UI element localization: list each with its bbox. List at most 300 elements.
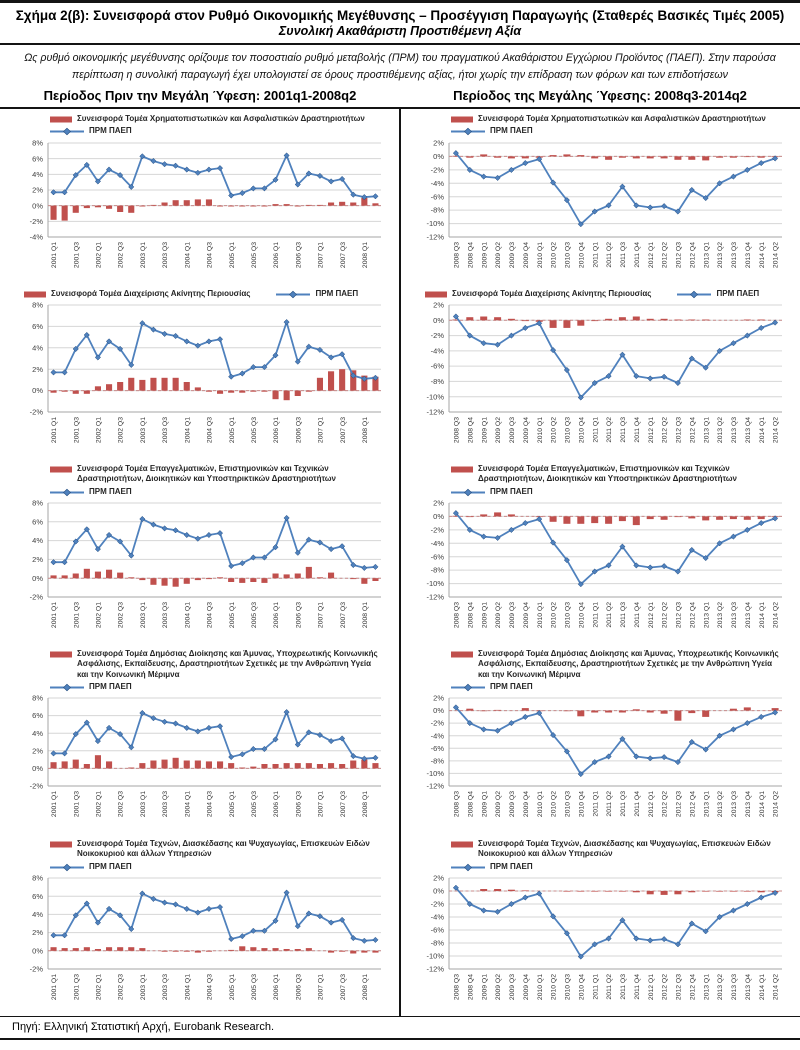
svg-text:2010 Q3: 2010 Q3 [564,417,572,444]
svg-text:2005 Q1: 2005 Q1 [228,791,236,818]
svg-text:2006 Q3: 2006 Q3 [295,241,303,268]
svg-text:-12%: -12% [426,407,444,417]
bar-swatch-icon [50,465,72,474]
svg-text:2007 Q1: 2007 Q1 [317,417,325,444]
svg-text:2012 Q1: 2012 Q1 [647,602,655,629]
legend-label: ΠΡΜ ΠΑΕΠ [490,861,533,871]
legend-bar-series [50,839,397,860]
bar-swatch-icon [451,465,473,474]
svg-text:2007 Q3: 2007 Q3 [339,791,347,818]
svg-text:2008 Q1: 2008 Q1 [361,417,369,444]
svg-text:2003 Q3: 2003 Q3 [162,974,170,1001]
chart-financial-crisis [401,109,800,284]
svg-text:2013 Q4: 2013 Q4 [744,974,752,1001]
svg-text:2005 Q1: 2005 Q1 [228,241,236,268]
svg-text:8%: 8% [32,498,43,508]
figure-note: Ως ρυθμό οικονομικής μεγέθυνσης ορίζουμε τον ποσοστιαίο ρυθμό μεταβολής (ΠΡΜ) του πραγματικού Ακαθάριστου Εγχώριου Προϊόντος (ΠΑΕΠ). Στην παρούσα περίπτωση η συνολική παραγωγή έχει υπολογιστεί σε όρους προστιθέμενης αξίας, ήτοι χωρίς την επίδραση των φόρων και των επιδοτήσεων [24,52,776,81]
svg-text:2007 Q3: 2007 Q3 [339,602,347,629]
svg-text:2001 Q1: 2001 Q1 [51,602,59,629]
svg-text:2007 Q3: 2007 Q3 [339,974,347,1001]
svg-text:-4%: -4% [29,232,43,242]
svg-text:2012 Q2: 2012 Q2 [661,417,669,444]
bar-series [452,154,778,160]
svg-text:2013 Q1: 2013 Q1 [703,974,711,1001]
svg-text:2011 Q2: 2011 Q2 [606,791,614,818]
line-swatch-icon [451,683,485,692]
svg-text:-6%: -6% [430,362,444,372]
period-headers [0,87,800,107]
legend-label: ΠΡΜ ΠΑΕΠ [490,486,533,496]
svg-text:2007 Q1: 2007 Q1 [317,974,325,1001]
svg-text:2006 Q1: 2006 Q1 [273,417,281,444]
svg-text:2009 Q4: 2009 Q4 [522,791,530,818]
svg-text:2001 Q3: 2001 Q3 [73,602,81,629]
charts-grid [0,109,800,1016]
svg-text:2013 Q2: 2013 Q2 [717,974,725,1001]
svg-text:2010 Q4: 2010 Q4 [578,602,586,629]
svg-text:2005 Q3: 2005 Q3 [250,417,258,444]
svg-text:2010 Q2: 2010 Q2 [550,974,558,1001]
svg-text:2%: 2% [433,873,444,883]
legend-bar-series [24,289,250,299]
svg-text:2001 Q3: 2001 Q3 [73,974,81,1001]
svg-text:2009 Q3: 2009 Q3 [509,602,516,629]
svg-text:2003 Q3: 2003 Q3 [162,791,170,818]
svg-text:2008 Q4: 2008 Q4 [467,602,475,629]
legend-label: ΠΡΜ ΠΑΕΠ [315,288,359,298]
svg-text:2%: 2% [433,694,444,704]
svg-text:2003 Q1: 2003 Q1 [139,791,147,818]
svg-text:2007 Q1: 2007 Q1 [317,791,325,818]
svg-text:2002 Q3: 2002 Q3 [117,417,125,444]
svg-text:2005 Q1: 2005 Q1 [228,417,236,444]
svg-text:2009 Q1: 2009 Q1 [481,974,489,1001]
svg-text:-10%: -10% [426,392,444,402]
x-axis-labels [51,417,369,443]
legend-line-series [50,487,397,497]
svg-text:2011 Q2: 2011 Q2 [606,241,614,268]
legend-label: Συνεισφορά Τομέα Τεχνών, Διασκέδασης και Ψυχαγωγίας, Επισκευών Ειδών Νοικοκυριού και άλλων Υπηρεσιών [478,838,771,859]
bar-series [51,369,379,400]
legend-label: Συνεισφορά Τομέα Επαγγελματικών, Επιστημονικών και Τεχνικών Δραστηριοτήτων, Διοικητικών και Υποστηρικτικών Δραστηριοτήτων [77,463,337,484]
svg-text:2009 Q4: 2009 Q4 [522,974,530,1001]
svg-text:2002 Q3: 2002 Q3 [117,241,125,268]
svg-text:2012 Q3: 2012 Q3 [675,602,683,629]
svg-text:2010 Q3: 2010 Q3 [564,602,572,629]
svg-text:0%: 0% [32,200,43,210]
svg-text:2009 Q2: 2009 Q2 [495,791,503,818]
svg-text:6%: 6% [32,891,43,901]
svg-text:2009 Q3: 2009 Q3 [509,974,516,1001]
bar-series [51,197,379,220]
svg-text:2011 Q1: 2011 Q1 [592,602,600,628]
svg-text:2006 Q3: 2006 Q3 [295,791,303,818]
svg-text:2006 Q3: 2006 Q3 [295,417,303,444]
chart-canvas [2,692,397,828]
svg-text:2009 Q1: 2009 Q1 [481,417,489,444]
svg-text:2007 Q1: 2007 Q1 [317,241,325,268]
svg-text:2012 Q2: 2012 Q2 [661,791,669,818]
svg-text:2009 Q2: 2009 Q2 [495,241,503,268]
line-series [453,510,778,587]
svg-text:-2%: -2% [29,592,43,602]
svg-text:2014 Q1: 2014 Q1 [758,791,766,818]
svg-text:2013 Q2: 2013 Q2 [717,791,725,818]
legend-label: Συνεισφορά Τομέα Επαγγελματικών, Επιστημονικών και Τεχνικών Δραστηριοτήτων, Διοικητικών και Υποστηρικτικών Δραστηριοτήτων [478,463,738,484]
svg-text:2007 Q3: 2007 Q3 [339,241,347,268]
svg-text:-4%: -4% [430,538,444,548]
svg-text:8%: 8% [32,873,43,883]
svg-text:2009 Q3: 2009 Q3 [509,241,516,268]
legend-line-series [50,682,397,692]
svg-text:2013 Q1: 2013 Q1 [703,241,711,268]
svg-text:2009 Q4: 2009 Q4 [522,602,530,629]
legend-line-series [677,289,759,299]
line-series [453,150,778,227]
svg-text:2009 Q3: 2009 Q3 [509,791,516,818]
svg-text:2009 Q4: 2009 Q4 [522,417,530,444]
bar-swatch-icon [50,840,72,849]
figure-subtitle: Συνολική Ακαθάριστη Προστιθέμενη Αξία [278,24,522,38]
svg-text:2012 Q1: 2012 Q1 [647,241,655,268]
svg-text:-6%: -6% [430,552,444,562]
svg-text:2012 Q1: 2012 Q1 [647,791,655,818]
svg-text:2001 Q3: 2001 Q3 [73,791,81,818]
svg-text:2008 Q3: 2008 Q3 [453,602,461,629]
svg-text:2003 Q1: 2003 Q1 [139,602,147,629]
bar-swatch-icon [50,115,72,124]
svg-text:2011 Q4: 2011 Q4 [633,974,641,1000]
bar-swatch-icon [451,650,473,659]
svg-text:2010 Q4: 2010 Q4 [578,974,586,1001]
svg-text:-8%: -8% [430,938,444,948]
line-swatch-icon [451,863,485,872]
legend-bar-series [451,839,798,860]
x-axis-labels [454,417,780,443]
svg-text:2001 Q3: 2001 Q3 [73,241,81,268]
legend-bar-series [451,464,798,485]
pre-crisis-column [0,109,399,1016]
svg-text:2004 Q3: 2004 Q3 [206,241,214,268]
svg-text:2004 Q3: 2004 Q3 [206,417,214,444]
legend-label: ΠΡΜ ΠΑΕΠ [89,682,132,692]
svg-text:2010 Q1: 2010 Q1 [536,974,544,1001]
svg-text:2010 Q1: 2010 Q1 [536,417,544,444]
svg-text:2006 Q1: 2006 Q1 [273,241,281,268]
svg-text:2012 Q3: 2012 Q3 [675,417,683,444]
legend-line-series [451,682,798,692]
legend-line-series [50,862,397,872]
x-axis-labels [51,974,369,1000]
svg-text:2010 Q2: 2010 Q2 [550,417,558,444]
svg-text:-8%: -8% [430,756,444,766]
svg-text:-2%: -2% [430,719,444,729]
chart-realestate-pre [0,284,399,459]
x-axis-labels [454,241,780,267]
svg-text:2003 Q1: 2003 Q1 [139,417,147,444]
svg-text:2008 Q1: 2008 Q1 [361,974,369,1001]
svg-text:2013 Q4: 2013 Q4 [744,241,752,268]
line-series [51,152,378,199]
chart-legend [50,649,397,693]
svg-text:2008 Q1: 2008 Q1 [361,241,369,268]
line-series [51,710,378,762]
svg-text:2013 Q2: 2013 Q2 [717,417,725,444]
svg-text:2002 Q1: 2002 Q1 [95,417,103,444]
x-axis-labels [51,791,369,817]
legend-bar-series [425,289,651,299]
svg-text:2010 Q2: 2010 Q2 [550,602,558,629]
period-header-left: Περίοδος Πριν την Μεγάλη Ύφεση: 2001q1-2008q2 [43,87,357,103]
legend-label: Συνεισφορά Τομέα Διαχείρισης Ακίνητης Περιουσίας [452,288,652,298]
line-swatch-icon [50,683,84,692]
svg-text:0%: 0% [32,386,43,396]
line-swatch-icon [451,127,485,136]
legend-label: Συνεισφορά Τομέα Δημόσιας Διοίκησης και Άμυνας, Υποχρεωτικής Κοινωνικής Ασφάλισης, Εκπαίδευσης, Δραστηριοτήτων Σχετικές με την Ανθρώπινη Υγεία και την Κοινωνική Μέριμνα [478,648,779,679]
svg-text:2%: 2% [32,185,43,195]
line-swatch-icon [451,488,485,497]
svg-text:2%: 2% [32,555,43,565]
svg-text:2008 Q4: 2008 Q4 [467,791,475,818]
svg-text:2008 Q4: 2008 Q4 [467,417,475,444]
svg-text:2012 Q2: 2012 Q2 [661,602,669,629]
svg-text:2002 Q1: 2002 Q1 [95,791,103,818]
legend-bar-series [50,649,397,680]
svg-text:2013 Q3: 2013 Q3 [731,241,738,268]
svg-text:2004 Q1: 2004 Q1 [184,241,192,268]
svg-text:2012 Q4: 2012 Q4 [689,974,697,1001]
line-swatch-icon [677,290,711,299]
svg-text:2007 Q1: 2007 Q1 [317,602,325,629]
chart-legend [425,289,798,299]
svg-text:2012 Q4: 2012 Q4 [689,602,697,629]
line-swatch-icon [276,290,310,299]
svg-text:2009 Q1: 2009 Q1 [481,241,489,268]
svg-text:2005 Q1: 2005 Q1 [228,974,236,1001]
svg-text:2003 Q3: 2003 Q3 [162,602,170,629]
svg-text:2014 Q1: 2014 Q1 [758,974,766,1001]
svg-text:-2%: -2% [430,331,444,341]
svg-text:2004 Q3: 2004 Q3 [206,602,214,629]
svg-text:2006 Q1: 2006 Q1 [273,974,281,1001]
legend-label: ΠΡΜ ΠΑΕΠ [89,126,132,136]
svg-text:-2%: -2% [430,165,444,175]
bar-series [480,889,778,895]
svg-text:2%: 2% [32,928,43,938]
bar-series [51,567,379,587]
svg-text:-6%: -6% [430,925,444,935]
svg-text:2010 Q1: 2010 Q1 [536,241,544,268]
svg-text:-6%: -6% [430,191,444,201]
svg-text:2014 Q1: 2014 Q1 [758,241,766,268]
bar-swatch-icon [451,840,473,849]
line-swatch-icon [50,127,84,136]
svg-text:2013 Q1: 2013 Q1 [703,602,711,629]
svg-text:2002 Q1: 2002 Q1 [95,974,103,1001]
svg-text:0%: 0% [32,764,43,774]
svg-text:-8%: -8% [430,205,444,215]
chart-financial-pre [0,109,399,284]
svg-text:-10%: -10% [426,579,444,589]
line-series [453,705,778,777]
svg-text:2009 Q2: 2009 Q2 [495,417,503,444]
chart-canvas [403,692,798,828]
svg-text:2004 Q1: 2004 Q1 [184,791,192,818]
svg-text:2003 Q3: 2003 Q3 [162,417,170,444]
svg-text:2004 Q3: 2004 Q3 [206,974,214,1001]
svg-text:2%: 2% [433,138,444,148]
svg-text:2013 Q3: 2013 Q3 [731,602,738,629]
chart-legend [451,114,798,137]
svg-text:-10%: -10% [426,951,444,961]
svg-text:6%: 6% [32,517,43,527]
svg-text:2004 Q1: 2004 Q1 [184,602,192,629]
legend-label: ΠΡΜ ΠΑΕΠ [89,486,132,496]
chart-legend [50,464,397,497]
bar-series [466,708,778,721]
svg-text:2012 Q2: 2012 Q2 [661,241,669,268]
line-swatch-icon [50,863,84,872]
svg-text:0%: 0% [32,946,43,956]
svg-text:-8%: -8% [430,565,444,575]
chart-legend [50,114,397,137]
legend-label: Συνεισφορά Τομέα Τεχνών, Διασκέδασης και Ψυχαγωγίας, Επισκευών Ειδών Νοικοκυριού και άλλων Υπηρεσιών [77,838,370,859]
svg-text:2013 Q3: 2013 Q3 [731,417,738,444]
svg-text:4%: 4% [32,729,43,739]
svg-text:2014 Q1: 2014 Q1 [758,417,766,444]
svg-text:2006 Q3: 2006 Q3 [295,602,303,629]
svg-text:2005 Q3: 2005 Q3 [250,602,258,629]
svg-text:2006 Q1: 2006 Q1 [273,791,281,818]
svg-text:-4%: -4% [430,731,444,741]
chart-canvas [2,497,397,639]
svg-text:2005 Q3: 2005 Q3 [250,241,258,268]
svg-text:2009 Q3: 2009 Q3 [509,417,516,444]
svg-text:2%: 2% [32,746,43,756]
svg-text:0%: 0% [433,886,444,896]
svg-text:8%: 8% [32,138,43,148]
svg-text:0%: 0% [433,151,444,161]
chart-realestate-crisis [401,284,800,459]
svg-text:0%: 0% [433,512,444,522]
bar-swatch-icon [451,115,473,124]
svg-text:2012 Q3: 2012 Q3 [675,791,683,818]
svg-text:2009 Q1: 2009 Q1 [481,791,489,818]
svg-text:2011 Q3: 2011 Q3 [620,417,627,443]
svg-text:-2%: -2% [430,899,444,909]
svg-text:0%: 0% [433,706,444,716]
svg-text:2013 Q4: 2013 Q4 [744,791,752,818]
svg-text:2013 Q3: 2013 Q3 [731,791,738,818]
legend-label: Συνεισφορά Τομέα Χρηματοπιστωτικών και Ασφαλιστικών Δραστηριοτήτων [478,113,766,123]
svg-text:2%: 2% [32,365,43,375]
svg-text:2002 Q1: 2002 Q1 [95,602,103,629]
figure-title: Σχήμα 2(β): Συνεισφορά στον Ρυθμό Οικονομικής Μεγέθυνσης – Προσέγγιση Παραγωγής (Σταθερές Βασικές Τιμές 2005) [15,8,785,23]
svg-text:2012 Q4: 2012 Q4 [689,241,697,268]
svg-text:2011 Q4: 2011 Q4 [633,241,641,268]
bar-swatch-icon [24,290,46,299]
svg-text:2%: 2% [433,300,444,310]
svg-text:2011 Q3: 2011 Q3 [620,791,627,818]
svg-text:2011 Q1: 2011 Q1 [592,791,600,818]
svg-text:2011 Q3: 2011 Q3 [620,602,627,628]
svg-text:8%: 8% [32,300,43,310]
svg-text:2006 Q1: 2006 Q1 [273,602,281,629]
legend-label: Συνεισφορά Τομέα Χρηματοπιστωτικών και Ασφαλιστικών Δραστηριοτήτων [77,113,365,123]
svg-text:2013 Q4: 2013 Q4 [744,417,752,444]
svg-text:2011 Q4: 2011 Q4 [633,417,641,443]
svg-text:-6%: -6% [430,744,444,754]
svg-text:2003 Q1: 2003 Q1 [139,974,147,1001]
x-axis-labels [51,602,369,628]
chart-canvas [403,497,798,639]
bar-series [51,756,379,769]
svg-text:2014 Q1: 2014 Q1 [758,602,766,629]
legend-line-series [451,126,798,136]
svg-text:2012 Q1: 2012 Q1 [647,417,655,444]
svg-text:-4%: -4% [430,912,444,922]
chart-arts-crisis [401,834,800,1016]
svg-text:2014 Q2: 2014 Q2 [772,791,780,818]
svg-text:2013 Q2: 2013 Q2 [717,241,725,268]
legend-line-series [451,487,798,497]
svg-text:2010 Q4: 2010 Q4 [578,791,586,818]
legend-label: ΠΡΜ ΠΑΕΠ [490,682,533,692]
svg-text:2010 Q2: 2010 Q2 [550,241,558,268]
svg-text:2003 Q3: 2003 Q3 [162,241,170,268]
svg-text:2008 Q4: 2008 Q4 [467,241,475,268]
svg-text:-4%: -4% [430,346,444,356]
svg-text:2011 Q2: 2011 Q2 [606,974,614,1000]
bar-swatch-icon [50,650,72,659]
svg-text:2014 Q2: 2014 Q2 [772,241,780,268]
chart-public-pre [0,644,399,834]
svg-text:2014 Q2: 2014 Q2 [772,974,780,1001]
svg-text:2005 Q3: 2005 Q3 [250,791,258,818]
svg-text:2%: 2% [433,498,444,508]
legend-bar-series [451,114,798,124]
svg-text:2008 Q4: 2008 Q4 [467,974,475,1001]
x-axis-labels [454,602,780,628]
svg-text:2010 Q4: 2010 Q4 [578,417,586,444]
svg-text:2001 Q1: 2001 Q1 [51,241,59,268]
svg-text:2005 Q3: 2005 Q3 [250,974,258,1001]
svg-text:-2%: -2% [29,782,43,792]
period-header-right: Περίοδος της Μεγάλης Ύφεσης: 2008q3-2014q2 [453,87,747,103]
source-note: Πηγή: Ελληνική Στατιστική Αρχή, Eurobank Research. [12,1021,274,1034]
chart-canvas [2,299,397,454]
svg-text:-2%: -2% [29,216,43,226]
chart-canvas [2,137,397,279]
svg-text:2007 Q3: 2007 Q3 [339,417,347,444]
svg-text:2010 Q1: 2010 Q1 [536,602,544,629]
svg-text:2010 Q3: 2010 Q3 [564,241,572,268]
line-series [453,314,778,400]
svg-text:2004 Q1: 2004 Q1 [184,974,192,1001]
legend-bar-series [50,464,397,485]
legend-line-series [451,862,798,872]
legend-label: Συνεισφορά Τομέα Διαχείρισης Ακίνητης Περιουσίας [51,288,251,298]
svg-text:2012 Q4: 2012 Q4 [689,417,697,444]
svg-text:2011 Q1: 2011 Q1 [592,417,600,443]
svg-text:2013 Q1: 2013 Q1 [703,791,711,818]
svg-text:2010 Q4: 2010 Q4 [578,241,586,268]
chart-legend [50,839,397,872]
svg-text:4%: 4% [32,536,43,546]
svg-text:2012 Q3: 2012 Q3 [675,974,683,1001]
x-axis-labels [51,241,369,267]
svg-text:2009 Q4: 2009 Q4 [522,241,530,268]
